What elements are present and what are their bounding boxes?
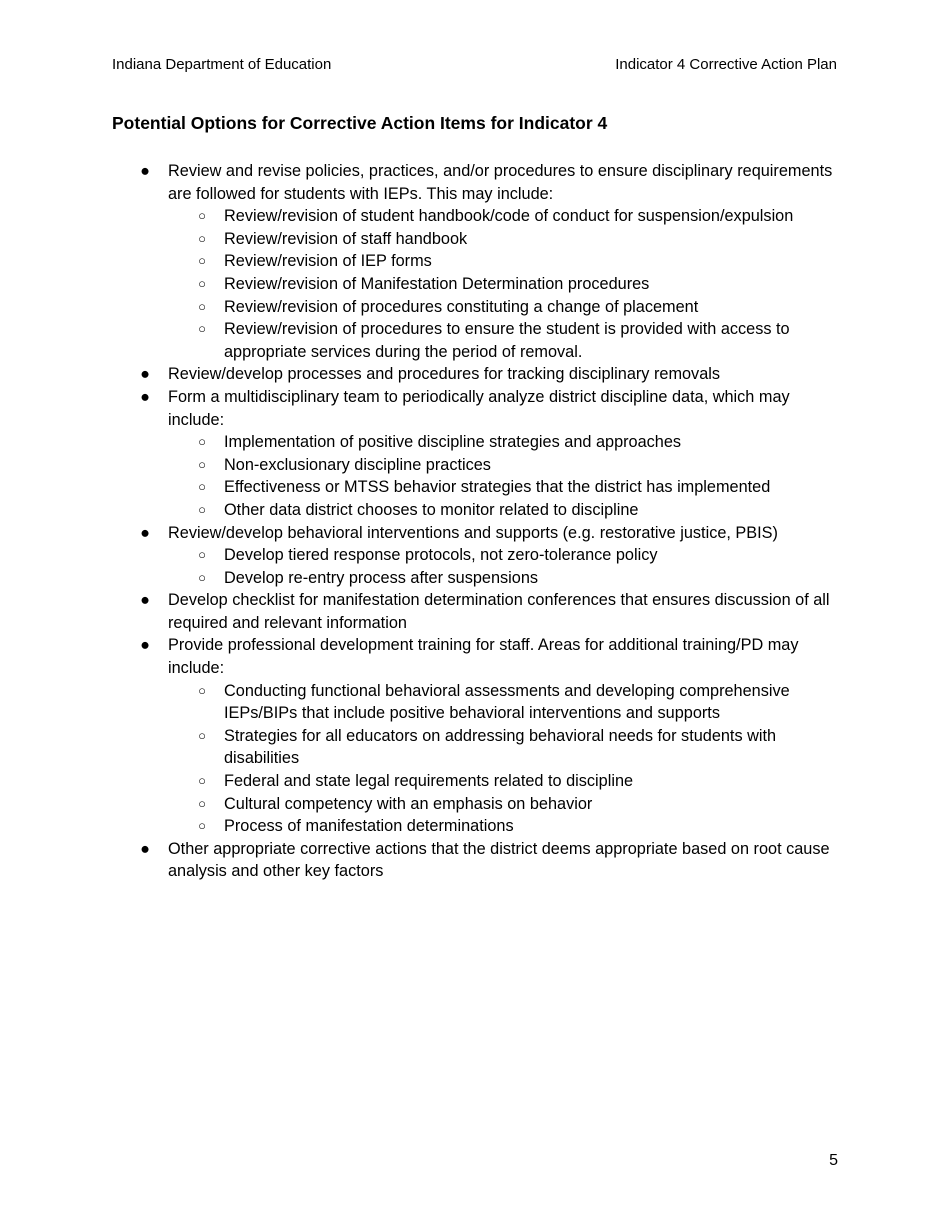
header-document-title: Indicator 4 Corrective Action Plan xyxy=(615,56,837,73)
bullet-icon: ● xyxy=(140,365,150,384)
hollow-bullet-icon: ○ xyxy=(198,230,206,246)
hollow-bullet-icon: ○ xyxy=(198,818,206,834)
list-item-text: Review and revise policies, practices, and/or procedures to ensure disciplinary requirements are followed for students with IEPs. This may include: xyxy=(168,162,833,203)
sub-list-item xyxy=(168,454,837,477)
list-item-text: Review/develop behavioral interventions and supports (e.g. restorative justice, PBIS) xyxy=(168,523,778,542)
sub-list-item xyxy=(168,544,837,567)
sub-list-item xyxy=(168,793,837,816)
sub-list-item xyxy=(168,273,837,296)
sub-list xyxy=(168,680,837,838)
list-item-text: Provide professional development training for staff. Areas for additional training/PD may include: xyxy=(168,636,799,678)
sub-list-item xyxy=(168,250,837,273)
hollow-bullet-icon: ○ xyxy=(198,569,206,585)
bullet-icon: ● xyxy=(140,162,150,180)
hollow-bullet-icon: ○ xyxy=(198,456,206,472)
sub-list-item-text: Develop tiered response protocols, not zero-tolerance policy xyxy=(224,546,658,565)
sub-list-item xyxy=(168,725,837,770)
header-organization: Indiana Department of Education xyxy=(112,56,332,73)
sub-list-item xyxy=(168,499,837,522)
sub-list xyxy=(168,544,837,589)
sub-list-item-text: Conducting functional behavioral assessments and developing comprehensive IEPs/BIPs that include positive behavioral interventions and supports xyxy=(224,681,790,723)
hollow-bullet-icon: ○ xyxy=(198,479,206,495)
sub-list-item-text: Strategies for all educators on addressing behavioral needs for students with disabilities xyxy=(224,726,777,768)
list-item-text: Review/develop processes and procedures for tracking disciplinary removals xyxy=(168,365,721,384)
sub-list-item-text: Develop re-entry process after suspensions xyxy=(224,568,539,587)
hollow-bullet-icon: ○ xyxy=(198,321,206,337)
hollow-bullet-icon: ○ xyxy=(198,275,206,291)
bullet-icon: ● xyxy=(140,523,150,542)
page-header xyxy=(112,55,837,75)
page-number: 5 xyxy=(829,1152,838,1169)
sub-list-item-text: Review/revision of procedures constituting a change of placement xyxy=(224,297,699,316)
hollow-bullet-icon: ○ xyxy=(198,501,206,517)
list-item-text: Other appropriate corrective actions that the district deems appropriate based on root cause analysis and other key factors xyxy=(168,839,830,881)
hollow-bullet-icon: ○ xyxy=(198,298,206,314)
sub-list-item-text: Federal and state legal requirements related to discipline xyxy=(224,772,634,791)
corrective-action-list xyxy=(112,160,837,883)
bullet-icon: ● xyxy=(140,591,150,610)
sub-list-item-text: Review/revision of staff handbook xyxy=(224,229,468,248)
list-item xyxy=(112,589,837,634)
hollow-bullet-icon: ○ xyxy=(198,682,206,698)
hollow-bullet-icon: ○ xyxy=(198,773,206,789)
list-item-text: Develop checklist for manifestation determination conferences that ensures discussion of all required and relevant information xyxy=(168,591,830,632)
list-item xyxy=(112,634,837,837)
sub-list-item-text: Process of manifestation determinations xyxy=(224,817,514,836)
sub-list-item xyxy=(168,205,837,228)
hollow-bullet-icon: ○ xyxy=(198,795,206,811)
hollow-bullet-icon: ○ xyxy=(198,253,206,269)
list-item xyxy=(112,386,837,522)
sub-list-item xyxy=(168,296,837,319)
sub-list-item xyxy=(168,567,837,590)
list-item-text: Form a multidisciplinary team to periodically analyze district discipline data, which may include: xyxy=(168,387,790,429)
bullet-icon: ● xyxy=(140,636,150,655)
corrective-action-list-container xyxy=(112,160,837,883)
sub-list-item-text: Review/revision of procedures to ensure the student is provided with access to appropriate services during the period of removal. xyxy=(224,320,790,361)
sub-list-item xyxy=(168,815,837,838)
sub-list-item xyxy=(168,431,837,454)
hollow-bullet-icon: ○ xyxy=(198,434,206,450)
hollow-bullet-icon: ○ xyxy=(198,727,206,743)
bullet-icon: ● xyxy=(140,839,150,858)
sub-list-item-text: Review/revision of IEP forms xyxy=(224,252,432,271)
sub-list-item xyxy=(168,228,837,251)
list-item xyxy=(112,522,837,590)
list-item xyxy=(112,838,837,883)
sub-list-item-text: Review/revision of student handbook/code of conduct for suspension/expulsion xyxy=(224,207,794,226)
hollow-bullet-icon: ○ xyxy=(198,547,206,563)
hollow-bullet-icon: ○ xyxy=(198,208,206,224)
sub-list-item xyxy=(168,476,837,499)
sub-list xyxy=(168,205,837,363)
list-item xyxy=(112,160,837,363)
sub-list-item xyxy=(168,770,837,793)
section-title: Potential Options for Corrective Action Items for Indicator 4 xyxy=(112,113,608,133)
sub-list-item xyxy=(168,680,837,725)
sub-list-item-text: Non-exclusionary discipline practices xyxy=(224,455,491,474)
sub-list-item-text: Other data district chooses to monitor related to discipline xyxy=(224,500,639,519)
sub-list-item-text: Effectiveness or MTSS behavior strategies that the district has implemented xyxy=(224,478,771,497)
sub-list-item-text: Cultural competency with an emphasis on behavior xyxy=(224,794,593,813)
sub-list-item-text: Review/revision of Manifestation Determination procedures xyxy=(224,274,650,293)
sub-list xyxy=(168,431,837,521)
sub-list-item xyxy=(168,318,837,363)
bullet-icon: ● xyxy=(140,387,150,406)
list-item xyxy=(112,363,837,386)
sub-list-item-text: Implementation of positive discipline strategies and approaches xyxy=(224,433,682,452)
